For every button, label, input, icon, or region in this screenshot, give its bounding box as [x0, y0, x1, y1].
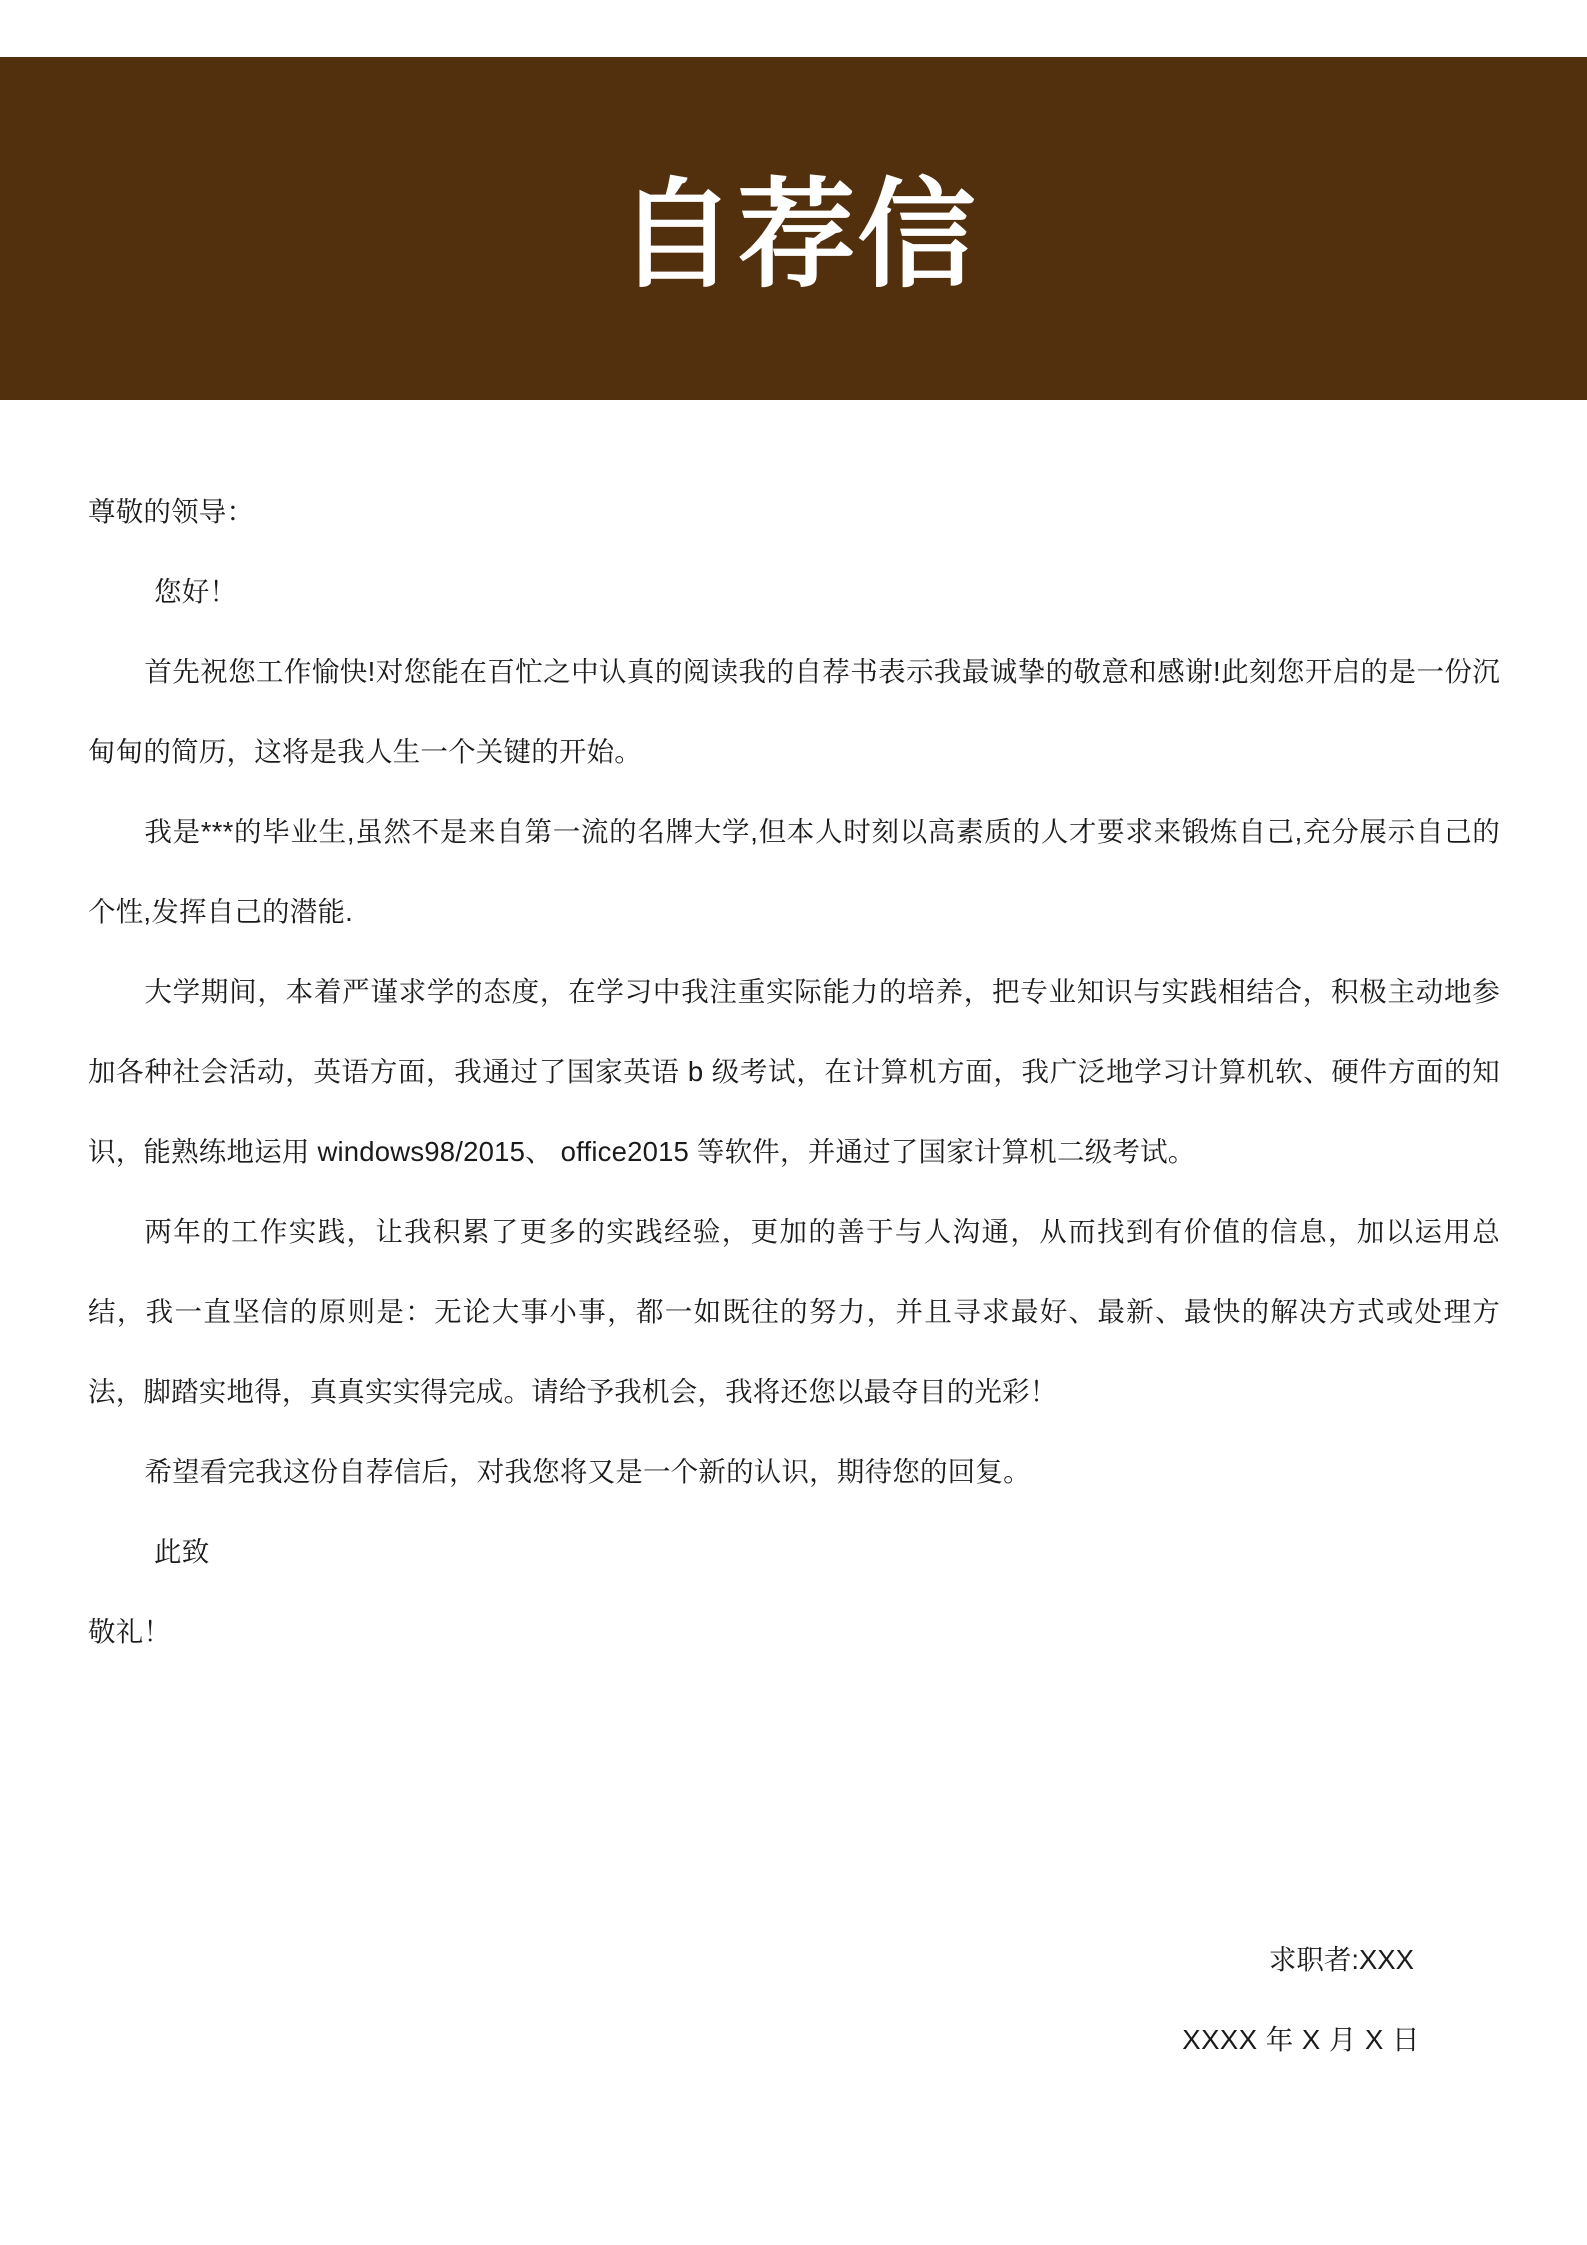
- title-banner: [0, 57, 1587, 400]
- signature-date: XXXX 年 X 月 X 日: [1182, 2024, 1420, 2055]
- paragraph-background: 我是***的毕业生,虽然不是来自第一流的名牌大学,但本人时刻以高素质的人才要求来锻炼自己,充分展示自己的个性,发挥自己的潜能.: [88, 816, 1500, 927]
- paragraph-intro: 首先祝您工作愉快!对您能在百忙之中认真的阅读我的自荐书表示我最诚挚的敬意和感谢!此刻您开启的是一份沉甸甸的简历，这将是我人生一个关键的开始。: [88, 656, 1500, 767]
- paragraph-closing-wish: 希望看完我这份自荐信后，对我您将又是一个新的认识，期待您的回复。: [144, 1456, 1031, 1487]
- paragraph-education: 大学期间，本着严谨求学的态度，在学习中我注重实际能力的培养，把专业知识与实践相结合，积极主动地参加各种社会活动，英语方面，我通过了国家英语 b 级考试，在计算机方面，我广泛地学习计算机软、硬件方面的知识，能熟练地运用 windows98/2015、 office2015 等软件，并通过了国家计算机二级考试。: [88, 976, 1500, 1167]
- signature-block: [88, 1920, 1500, 2080]
- letter-body: [88, 472, 1500, 1672]
- closing-cizhi: 此致: [154, 1536, 210, 1567]
- salutation: 尊敬的领导：: [88, 496, 255, 527]
- applicant-name: 求职者:XXX: [1268, 1944, 1414, 1975]
- closing-jingli: 敬礼！: [88, 1616, 172, 1647]
- page-title: 自荐信: [617, 165, 978, 304]
- greeting: 您好！: [154, 576, 238, 607]
- paragraph-experience: 两年的工作实践，让我积累了更多的实践经验，更加的善于与人沟通，从而找到有价值的信息，加以运用总结，我一直坚信的原则是：无论大事小事，都一如既往的努力，并且寻求最好、最新、最快的解决方式或处理方法，脚踏实地得，真真实实得完成。请给予我机会，我将还您以最夺目的光彩！: [88, 1216, 1500, 1407]
